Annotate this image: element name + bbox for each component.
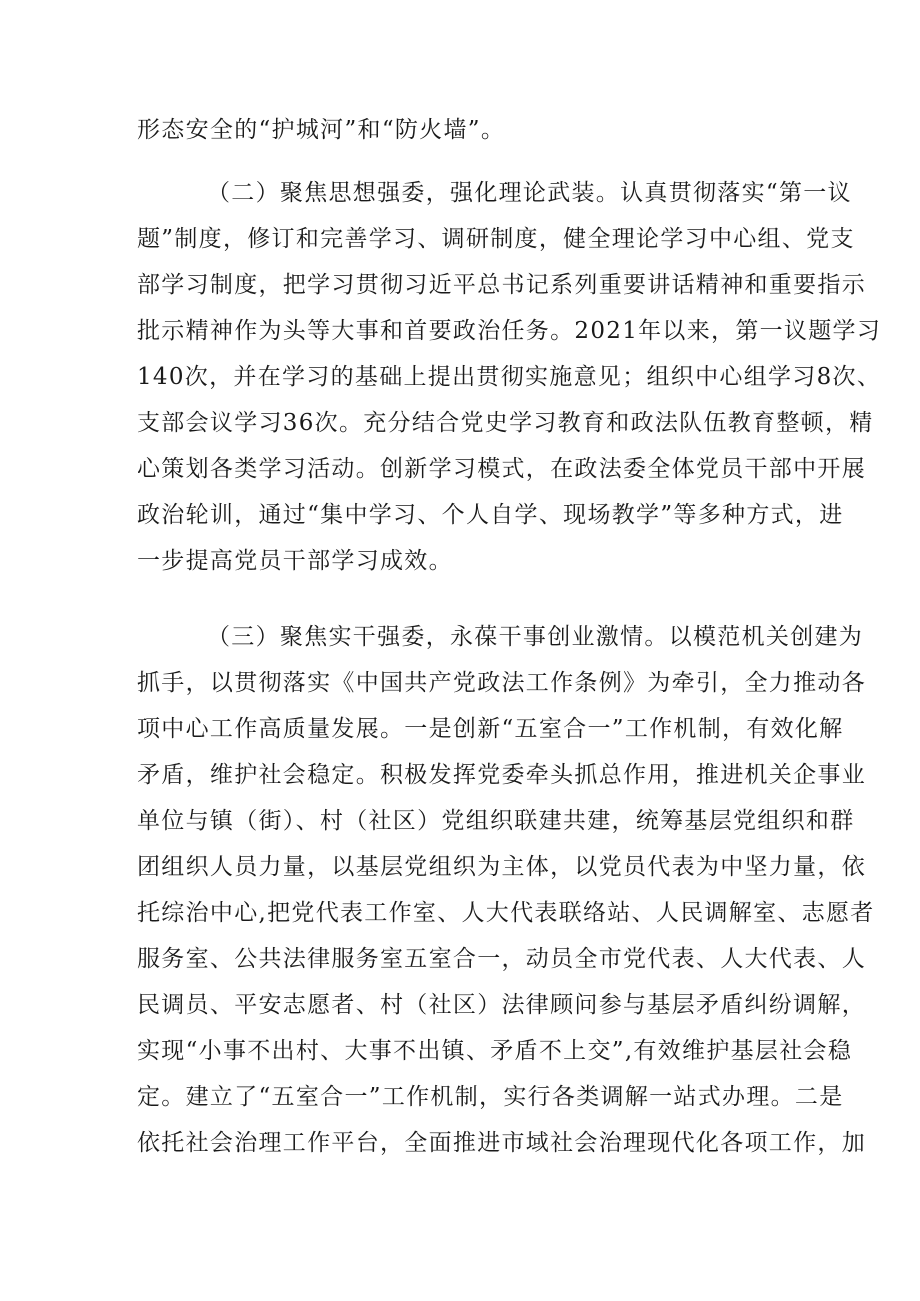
paragraph-line: 一步提高党员干部学习成效。 bbox=[137, 548, 453, 574]
paragraph-line: 政治轮训，通过“集中学习、个人自学、现场教学”等多种方式，进 bbox=[137, 502, 844, 528]
paragraph-line: 部学习制度，把学习贯彻习近平总书记系列重要讲话精神和重要指示 bbox=[137, 272, 866, 298]
paragraph-line: 民调员、平安志愿者、村（社区）法律顾问参与基层矛盾纠纷调解， bbox=[137, 992, 866, 1018]
paragraph-line: 单位与镇（街）、村（社区）党组织联建共建，统筹基层党组织和群 bbox=[137, 808, 855, 834]
paragraph-line: 抓手，以贯彻落实《中国共产党政法工作条例》为牵引，全力推动各 bbox=[137, 670, 866, 696]
paragraph-line: 定。建立了“五室合一”工作机制，实行各类调解一站式办理。二是 bbox=[137, 1084, 844, 1110]
paragraph-section-three bbox=[137, 614, 875, 1166]
paragraph-line: 实现“小事不出村、大事不出镇、矛盾不上交”,有效维护基层社会稳 bbox=[137, 1038, 853, 1064]
paragraph-line: 服务室、公共法律服务室五室合一，动员全市党代表、人大代表、人 bbox=[137, 946, 866, 972]
paragraph-line: 团组织人员力量，以基层党组织为主体，以党员代表为中坚力量，依 bbox=[137, 854, 866, 880]
paragraph-continuation bbox=[137, 107, 797, 153]
paragraph-line: （二）聚焦思想强委，强化理论武装。认真贯彻落实“第一议 bbox=[207, 180, 852, 206]
paragraph-line: 项中心工作高质量发展。一是创新“五室合一”工作机制，有效化解 bbox=[137, 716, 844, 742]
paragraph-line: 形态安全的“护城河”和“防火墙”。 bbox=[137, 117, 506, 143]
paragraph-line: 批示精神作为头等大事和首要政治任务。2021年以来，第一议题学习 bbox=[137, 318, 882, 344]
paragraph-line: 支部会议学习36次。充分结合党史学习教育和政法队伍教育整顿，精 bbox=[137, 410, 874, 436]
paragraph-line: 题”制度，修订和完善学习、调研制度，健全理论学习中心组、党支 bbox=[137, 226, 855, 252]
paragraph-line: 托综治中心,把党代表工作室、人大代表联络站、人民调解室、志愿者 bbox=[137, 900, 875, 926]
paragraph-line: 依托社会治理工作平台，全面推进市域社会治理现代化各项工作，加 bbox=[137, 1130, 866, 1156]
paragraph-line: （三）聚焦实干强委，永葆干事创业激情。以模范机关创建为 bbox=[207, 624, 864, 650]
paragraph-line: 矛盾，维护社会稳定。积极发挥党委牵头抓总作用，推进机关企事业 bbox=[137, 762, 866, 788]
paragraph-line: 140次，并在学习的基础上提出贯彻实施意见；组织中心组学习8次、 bbox=[137, 364, 882, 390]
paragraph-section-two bbox=[137, 170, 882, 584]
paragraph-line: 心策划各类学习活动。创新学习模式，在政法委全体党员干部中开展 bbox=[137, 456, 866, 482]
